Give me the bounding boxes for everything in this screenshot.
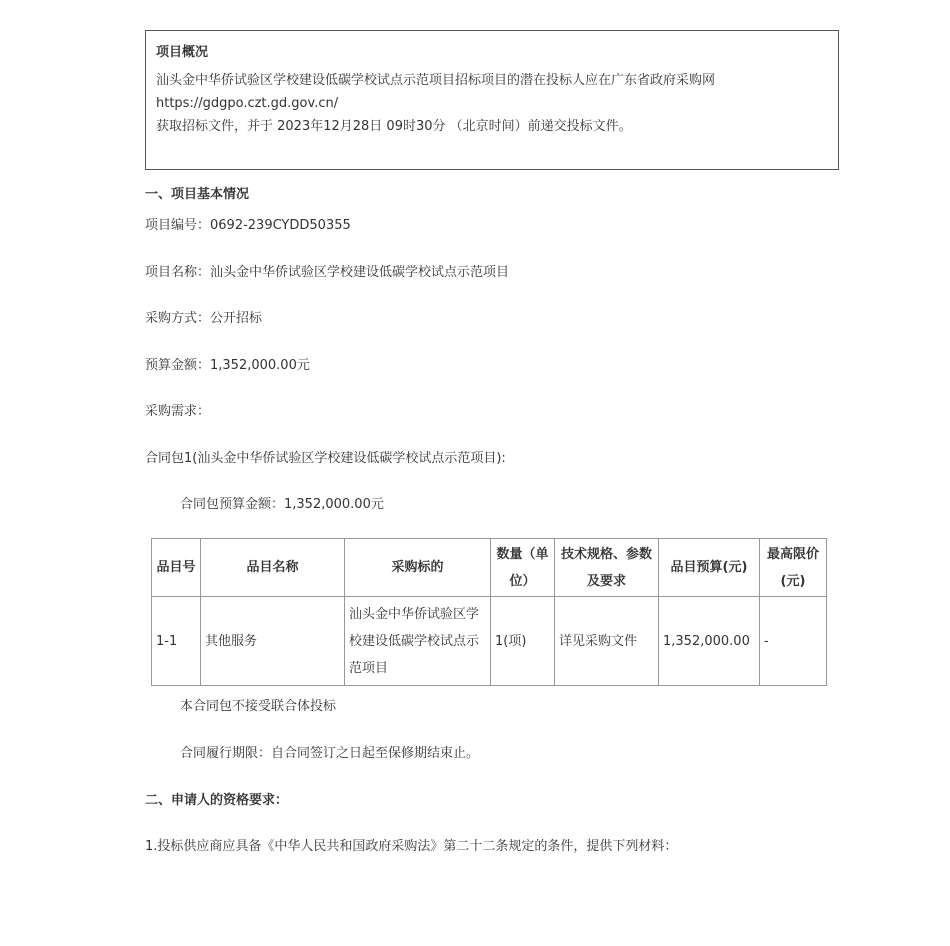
project-number: 项目编号：0692-239CYDD50355	[145, 218, 351, 233]
cell-subject: 汕头金中华侨试验区学校建设低碳学校试点示范项目	[345, 597, 491, 686]
project-name: 项目名称：汕头金中华侨试验区学校建设低碳学校试点示范项目	[145, 265, 510, 280]
overview-url[interactable]: https://gdgpo.czt.gd.gov.cn/	[156, 96, 339, 111]
table-header-row	[152, 539, 827, 597]
col-header-item-no: 品目号	[152, 539, 201, 597]
procurement-demand: 采购需求：	[145, 404, 211, 419]
col-header-item-name: 品目名称	[201, 539, 345, 597]
col-header-spec: 技术规格、参数及要求	[555, 539, 659, 597]
table-row	[152, 597, 827, 686]
cell-item-budget: 1,352,000.00	[659, 597, 760, 686]
col-header-item-budget: 品目预算(元)	[659, 539, 760, 597]
cell-quantity: 1(项)	[491, 597, 555, 686]
qualification-item-1: 1.投标供应商应具备《中华人民共和国政府采购法》第二十二条规定的条件，提供下列材料：	[145, 839, 678, 854]
budget-amount: 预算金额：1,352,000.00元	[145, 358, 310, 373]
project-overview-box	[145, 30, 839, 170]
col-header-quantity: 数量（单位）	[491, 539, 555, 597]
overview-line-3: 获取招标文件，并于 2023年12月28日 09时30分 （北京时间）前递交投标文件。	[156, 119, 632, 134]
package-budget: 合同包预算金额：1,352,000.00元	[180, 497, 384, 512]
no-consortium-note: 本合同包不接受联合体投标	[180, 699, 337, 714]
overview-line-1: 汕头金中华侨试验区学校建设低碳学校试点示范项目招标项目的潜在投标人应在广东省政府采购网	[156, 73, 716, 88]
items-table	[151, 538, 827, 686]
procurement-method: 采购方式：公开招标	[145, 311, 263, 326]
cell-item-no: 1-1	[152, 597, 201, 686]
contract-term: 合同履行期限：自合同签订之日起至保修期结束止。	[180, 746, 480, 761]
cell-spec: 详见采购文件	[555, 597, 659, 686]
section-2-heading: 二、申请人的资格要求：	[145, 793, 289, 808]
cell-max-price: -	[760, 597, 827, 686]
col-header-subject: 采购标的	[345, 539, 491, 597]
contract-package: 合同包1(汕头金中华侨试验区学校建设低碳学校试点示范项目):	[145, 451, 506, 466]
col-header-max-price: 最高限价(元)	[760, 539, 827, 597]
overview-title: 项目概况	[156, 45, 209, 60]
section-1-heading: 一、项目基本情况	[145, 187, 250, 202]
cell-item-name: 其他服务	[201, 597, 345, 686]
